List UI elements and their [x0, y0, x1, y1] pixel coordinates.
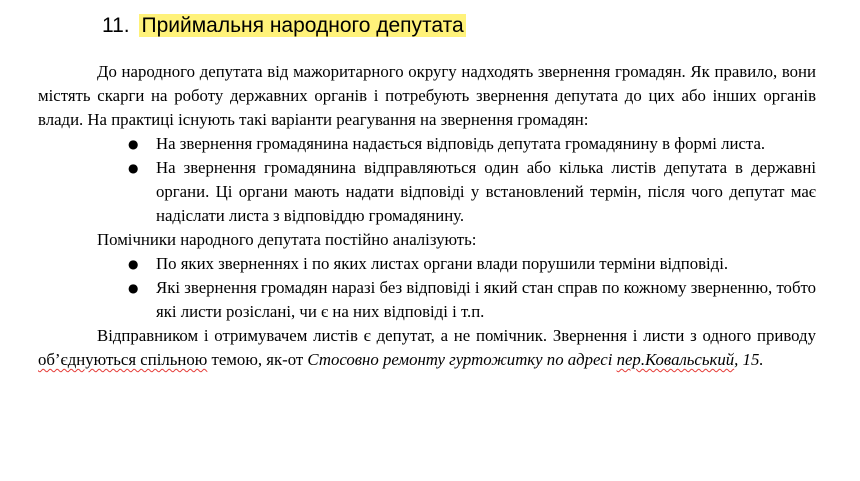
bullet-icon: ● — [128, 257, 139, 271]
list-item — [128, 156, 816, 228]
paragraph-text: темою, як-от — [207, 350, 308, 369]
list-item-text: По яких зверненнях і по яких листах органи влади порушили терміни відповіді. — [156, 254, 729, 273]
paragraph-sender — [38, 324, 816, 372]
list-item-text: Які звернення громадян наразі без відповіді і який стан справ по кожному зверненню, тобто які листи розіслані, чи є на них відповіді і т.п. — [156, 278, 816, 321]
bullet-icon: ● — [128, 137, 139, 151]
example-street: пер.Ковальський — [616, 350, 735, 369]
analysis-list — [38, 252, 816, 324]
example-topic: Стосовно ремонту гуртожитку по адресі — [307, 350, 617, 369]
paragraph-intro: До народного депутата від мажоритарного округу надходять звернення громадян. Як правило, вони містять скарги на роботу державних органів і потребують звернення депутата до цих або інших органів влади. На практиці існують такі варіанти реагування на звернення громадян: — [38, 62, 816, 129]
bullet-icon: ● — [128, 281, 139, 295]
list-item-text: На звернення громадянина відправляються один або кілька листів депутата в державні органи. Ці органи мають надати відповіді у встановлений термін, після чого депутат має надіслати листа з відповіддю громадянину. — [156, 158, 816, 225]
list-item — [128, 276, 816, 324]
section-heading — [102, 12, 466, 40]
list-item — [128, 252, 816, 276]
example-house-number: , 15. — [734, 350, 764, 369]
list-item-text: На звернення громадянина надається відповідь депутата громадянину в формі листа. — [156, 134, 766, 153]
list-item — [128, 132, 816, 156]
response-options-list — [38, 132, 816, 228]
document-body — [38, 60, 816, 372]
paragraph-text: Відправником і отримувачем листів є депутат, а не помічник. Звернення і листи з одного приводу — [97, 326, 816, 345]
spellcheck-underlined-text: об’єднуються спільною — [38, 350, 208, 369]
bullet-icon: ● — [128, 161, 139, 175]
heading-title: Приймальня народного депутата — [141, 14, 464, 37]
heading-number: 11. — [102, 14, 130, 37]
paragraph-assistants: Помічники народного депутата постійно аналізують: — [97, 230, 477, 249]
